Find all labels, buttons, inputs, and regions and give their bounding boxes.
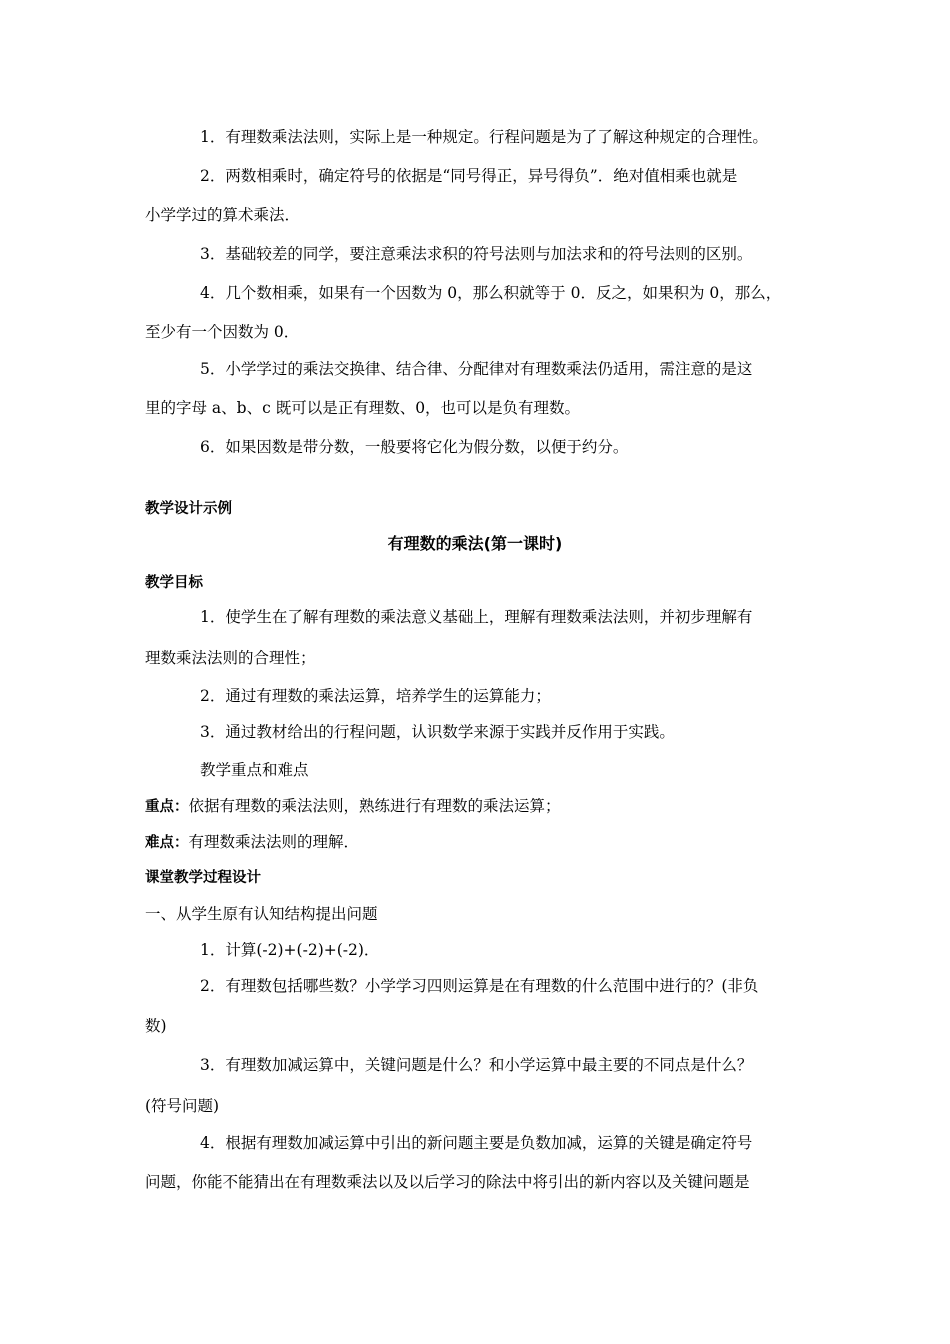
lesson-title: 有理数的乘法(第一课时)	[387, 534, 563, 553]
process-heading: 课堂教学过程设计	[145, 870, 261, 886]
question-3: 3．有理数加减运算中，关键问题是什么？和小学运算中最主要的不同点是什么？	[200, 1056, 753, 1074]
objective-1-cont: 理数乘法法则的合理性；	[145, 649, 316, 667]
objective-2: 2．通过有理数的乘法运算，培养学生的运算能力；	[200, 687, 551, 705]
objectives-heading: 教学目标	[145, 575, 203, 591]
difficult-label: 难点：	[145, 835, 189, 851]
part-one-heading: 一、从学生原有认知结构提出问题	[145, 905, 378, 923]
difficult-point	[145, 832, 359, 853]
note-2: 2．两数相乘时，确定符号的依据是“同号得正，异号得负”．绝对值相乘也就是	[200, 167, 738, 185]
note-2-cont: 小学学过的算术乘法．	[145, 206, 301, 224]
note-6: 6．如果因数是带分数，一般要将它化为假分数，以便于约分。	[200, 438, 629, 456]
question-2: 2．有理数包括哪些数？小学学习四则运算是在有理数的什么范围中进行的？(非负	[200, 977, 759, 995]
question-4: 4．根据有理数加减运算中引出的新问题主要是负数加减，运算的关键是确定符号	[200, 1134, 753, 1152]
note-3: 3．基础较差的同学，要注意乘法求积的符号法则与加法求和的符号法则的区别。	[200, 245, 753, 263]
difficult-text: 有理数乘法法则的理解．	[188, 833, 360, 851]
note-5-cont: 里的字母 a、b、c 既可以是正有理数、0，也可以是负有理数。	[145, 399, 581, 417]
key-difficult-heading: 教学重点和难点	[200, 761, 309, 779]
question-3-cont: (符号问题)	[145, 1097, 220, 1115]
key-point-label: 重点：	[145, 799, 189, 815]
note-4-cont: 至少有一个因数为 0．	[145, 323, 300, 341]
section-heading: 教学设计示例	[145, 501, 232, 517]
objective-1: 1．使学生在了解有理数的乘法意义基础上，理解有理数乘法法则，并初步理解有	[200, 608, 753, 626]
note-4: 4．几个数相乘，如果有一个因数为 0，那么积就等于 0．反之，如果积为 0，那么，	[200, 284, 782, 302]
question-4-cont: 问题，你能不能猜出在有理数乘法以及以后学习的除法中将引出的新内容以及关键问题是	[145, 1173, 750, 1191]
question-1: 1．计算(-2)+(-2)+(-2)．	[200, 941, 380, 959]
note-1: 1．有理数乘法法则，实际上是一种规定。行程问题是为了了解这种规定的合理性。	[200, 128, 768, 146]
key-point-text: 依据有理数的乘法法则，熟练进行有理数的乘法运算；	[188, 797, 561, 815]
question-2-cont: 数)	[145, 1017, 167, 1035]
key-point	[145, 796, 561, 817]
objective-3: 3．通过教材给出的行程问题，认识数学来源于实践并反作用于实践。	[200, 723, 675, 741]
note-5: 5．小学学过的乘法交换律、结合律、分配律对有理数乘法仍适用，需注意的是这	[200, 360, 753, 378]
